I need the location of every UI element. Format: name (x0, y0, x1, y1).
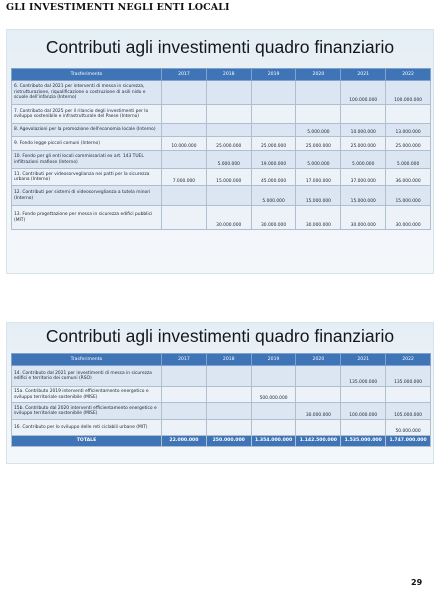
page-number: 29 (411, 578, 423, 587)
row-label: 11. Contributi per videosorveglianza nei patti per la sicurezza urbana (Interno) (12, 169, 162, 186)
slide-2 (6, 322, 434, 464)
total-value: 1.354.000.000 (251, 436, 296, 447)
value-cell: 10.000.000 (162, 137, 207, 151)
column-header: 2017 (162, 69, 207, 81)
value-cell (341, 105, 386, 124)
value-cell: 25.000.000 (251, 137, 296, 151)
value-cell: 10.000.000 (341, 124, 386, 137)
value-cell (162, 366, 207, 387)
row-label: 13. Fondo progettazione per messa in sicurezza edifici pubblici (MIT) (12, 206, 162, 230)
value-cell: 15.000.000 (341, 186, 386, 206)
slide-2-table (11, 353, 431, 447)
column-header: 2018 (206, 354, 251, 366)
value-cell: 5.000.000 (341, 151, 386, 169)
table-row (12, 151, 431, 169)
row-label: 15a. Contributo 2019 interventi efficientamento energetico e sviluppo territoriale sostenibile (MISE) (12, 387, 162, 403)
value-cell: 25.000.000 (341, 137, 386, 151)
row-label: 6. Contributo dal 2021 per interventi di messa in sicurezza, ristrutturazione, riqualificazione o costruzione di asili nido e scuole dell'infanzia (Interno) (12, 81, 162, 105)
value-cell: 25.000.000 (206, 137, 251, 151)
value-cell (162, 206, 207, 230)
value-cell (251, 124, 296, 137)
value-cell (162, 420, 207, 436)
column-header: 2021 (341, 354, 386, 366)
value-cell: 30.000.000 (386, 206, 431, 230)
slide-1-title: Contributi agli investimenti quadro finanziario (45, 37, 395, 57)
value-cell (162, 186, 207, 206)
column-header: 2018 (206, 69, 251, 81)
row-label: 8. Agevolazioni per la promozione dell'economia locale (Interno) (12, 124, 162, 137)
column-header: 2022 (386, 354, 431, 366)
value-cell: 37.000.000 (341, 169, 386, 186)
table-row (12, 137, 431, 151)
total-value: 22.000.000 (162, 436, 207, 447)
value-cell (251, 81, 296, 105)
value-cell (162, 105, 207, 124)
value-cell: 100.000.000 (341, 403, 386, 420)
column-header: 2022 (386, 69, 431, 81)
total-value: 1.142.500.000 (296, 436, 341, 447)
value-cell (206, 366, 251, 387)
row-label: 16. Contributo per lo sviluppo delle reti ciclabili urbane (MIT) (12, 420, 162, 436)
table-row (12, 420, 431, 436)
column-header: 2019 (251, 354, 296, 366)
value-cell: 500.000.000 (251, 387, 296, 403)
total-value: 1.747.000.000 (386, 436, 431, 447)
row-label: 14. Contributo dal 2021 per investimenti di messa in sicurezza edifici e territorio dei comuni (RSO) (12, 366, 162, 387)
table-row (12, 206, 431, 230)
value-cell (296, 105, 341, 124)
value-cell: 5.000.000 (251, 186, 296, 206)
value-cell (206, 186, 251, 206)
column-header: 2020 (296, 354, 341, 366)
value-cell: 25.000.000 (386, 137, 431, 151)
table-row (12, 366, 431, 387)
value-cell (251, 420, 296, 436)
value-cell (206, 387, 251, 403)
value-cell (296, 387, 341, 403)
value-cell (296, 420, 341, 436)
column-header: 2019 (251, 69, 296, 81)
value-cell (206, 105, 251, 124)
column-header: 2020 (296, 69, 341, 81)
value-cell: 15.000.000 (206, 169, 251, 186)
value-cell: 30.000.000 (296, 206, 341, 230)
table-row (12, 186, 431, 206)
column-header: Trasferimento (12, 69, 162, 81)
value-cell: 36.000.000 (386, 169, 431, 186)
value-cell: 30.000.000 (251, 206, 296, 230)
document-header: GLI INVESTIMENTI NEGLI ENTI LOCALI (6, 2, 230, 13)
value-cell (296, 366, 341, 387)
slide-1 (6, 29, 434, 274)
column-header: 2021 (341, 69, 386, 81)
column-header: Trasferimento (12, 354, 162, 366)
value-cell: 5.000.000 (296, 124, 341, 137)
table-row (12, 105, 431, 124)
value-cell: 50.000.000 (386, 420, 431, 436)
value-cell: 100.000.000 (341, 81, 386, 105)
value-cell (206, 124, 251, 137)
value-cell: 7.000.000 (162, 169, 207, 186)
slide-2-title: Contributi agli investimenti quadro finanziario (45, 326, 395, 346)
value-cell: 105.000.000 (386, 403, 431, 420)
value-cell: 30.000.000 (296, 403, 341, 420)
total-value: 1.535.000.000 (341, 436, 386, 447)
total-value: 250.000.000 (206, 436, 251, 447)
row-label: 15b. Contributo dal 2020 interventi efficientamento energetico e sviluppo territoriale sostenibile (MISE) (12, 403, 162, 420)
value-cell (162, 387, 207, 403)
column-header: 2017 (162, 354, 207, 366)
value-cell: 135.000.000 (386, 366, 431, 387)
value-cell (251, 105, 296, 124)
value-cell: 5.000.000 (296, 151, 341, 169)
value-cell: 25.000.000 (296, 137, 341, 151)
value-cell (206, 403, 251, 420)
table-row (12, 124, 431, 137)
value-cell: 135.000.000 (341, 366, 386, 387)
value-cell (162, 124, 207, 137)
table-row (12, 169, 431, 186)
value-cell: 30.000.000 (206, 206, 251, 230)
total-row (12, 436, 431, 447)
row-label: 12. Contributi per sistemi di videosorveglianza a tutela minori (Interno) (12, 186, 162, 206)
value-cell: 30.000.000 (341, 206, 386, 230)
row-label: 9. Fondo legge piccoli comuni (Interno) (12, 137, 162, 151)
value-cell: 5.000.000 (206, 151, 251, 169)
value-cell: 5.000.000 (386, 151, 431, 169)
value-cell: 15.000.000 (296, 186, 341, 206)
slide-1-table (11, 68, 431, 230)
value-cell (251, 403, 296, 420)
value-cell (162, 81, 207, 105)
row-label: 7. Contributo dal 2025 per il rilancio degli investimenti per lo sviluppo sostenibile e infrastrutturale del Paese (Interno) (12, 105, 162, 124)
value-cell (386, 105, 431, 124)
table-row (12, 387, 431, 403)
value-cell (162, 403, 207, 420)
table-row (12, 81, 431, 105)
value-cell (341, 420, 386, 436)
value-cell (206, 81, 251, 105)
value-cell (296, 81, 341, 105)
value-cell (206, 420, 251, 436)
value-cell (386, 387, 431, 403)
value-cell (251, 366, 296, 387)
value-cell (341, 387, 386, 403)
total-label: TOTALE (12, 436, 162, 447)
value-cell: 13.000.000 (386, 124, 431, 137)
value-cell: 15.000.000 (386, 186, 431, 206)
value-cell: 17.000.000 (296, 169, 341, 186)
value-cell: 100.000.000 (386, 81, 431, 105)
value-cell (162, 151, 207, 169)
table-header-row (12, 69, 431, 81)
value-cell: 19.000.000 (251, 151, 296, 169)
value-cell: 45.000.000 (251, 169, 296, 186)
row-label: 10. Fondo per gli enti locali commissariati ex art. 143 TUEL infiltrazioni mafiose (Interno) (12, 151, 162, 169)
table-row (12, 403, 431, 420)
table-header-row (12, 354, 431, 366)
